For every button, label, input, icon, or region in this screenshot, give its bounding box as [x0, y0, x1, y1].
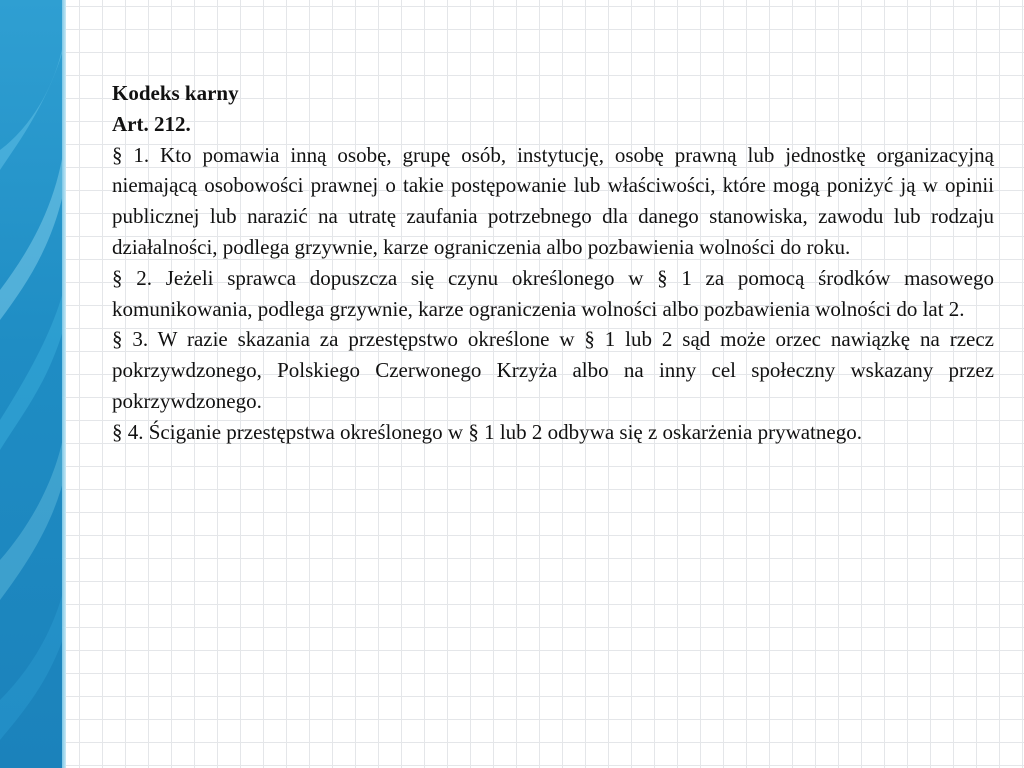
document-body — [112, 78, 994, 448]
side-band-edge — [62, 0, 66, 768]
article-number: Art. 212. — [112, 111, 191, 136]
paragraph-2: § 2. Jeżeli sprawca dopuszcza się czynu określonego w § 1 za pomocą środków masowego komunikowania, podlega grzywnie, karze ograniczenia wolności albo pozbawienia wolności do lat 2. — [112, 265, 994, 321]
paragraph-4: § 4. Ściganie przestępstwa określonego w § 1 lub 2 odbywa się z oskarżenia prywatnego. — [112, 419, 862, 444]
paragraph-3: § 3. W razie skazania za przestępstwo określone w § 1 lub 2 sąd może orzec nawiązkę na rzecz pokrzywdzonego, Polskiego Czerwonego Krzyża albo na inny cel społeczny wskazany przez pokrzywdzonego. — [112, 327, 994, 413]
decorative-side-band — [0, 0, 66, 768]
decorative-swirl-graphic — [0, 0, 66, 768]
document-title: Kodeks karny — [112, 81, 239, 105]
paragraph-1: § 1. Kto pomawia inną osobę, grupę osób, instytucję, osobę prawną lub jednostkę organizacyjną niemającą osobowości prawnej o takie postępowanie lub właściwości, które mogą poniżyć ją w opinii publicznej lub narazić na utratę zaufania potrzebnego dla danego stanowiska, zawodu lub rodzaju działalności, podlega grzywnie, karze ograniczenia albo pozbawienia wolności do roku. — [112, 142, 994, 259]
